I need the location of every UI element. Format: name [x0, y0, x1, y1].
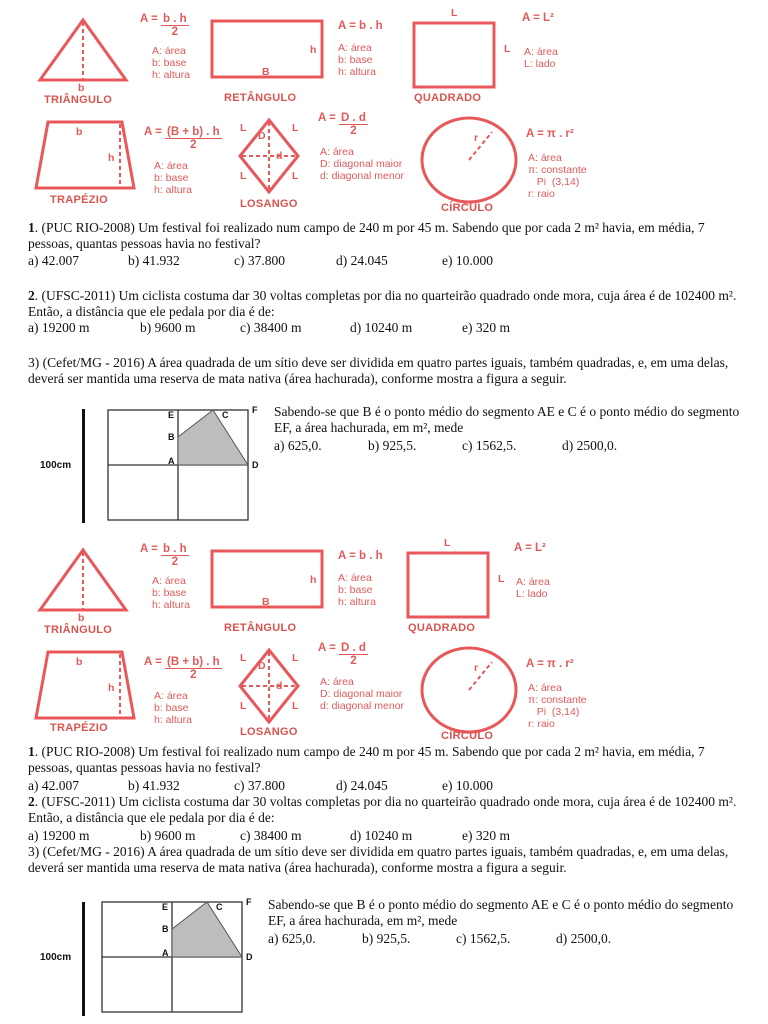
rhombus-D-label: D: [258, 660, 266, 672]
circle-figure: [420, 116, 518, 204]
dimension-label: 100cm: [40, 952, 72, 963]
rectangle-height-label: h: [310, 44, 317, 56]
rectangle-title: RETÂNGULO: [224, 622, 297, 634]
rhombus-title: LOSANGO: [240, 198, 298, 210]
question-3-statement: Sabendo-se que B é o ponto médio do segmento AE e C é o ponto médio do segmento EF, a área hachurada, em m², mede: [268, 897, 734, 928]
site-figure: [108, 410, 248, 520]
triangle-formula: A = $\frac{b . h}{2}$: [140, 13, 187, 38]
worksheet-copy-2: [0, 530, 768, 1024]
trapezoid-figure: [34, 650, 138, 722]
point-E: E: [168, 410, 175, 420]
trapezoid-figure: [34, 120, 138, 192]
square-top-label: L: [444, 537, 451, 549]
circle-title: CÍRCULO: [441, 202, 494, 214]
question-3-options: a) 625,0. b) 925,5. c) 1562,5. d) 2500,0.: [274, 438, 618, 453]
triangle-formula: A = $\frac{b . h}{2}$: [140, 543, 187, 568]
trapezoid-formula: A = $\frac{(B + b) . h}{2}$: [144, 656, 220, 681]
square-legend: A: área L: lado: [516, 576, 550, 600]
rhombus-d-label: d: [276, 680, 283, 692]
circle-title: CÍRCULO: [441, 730, 494, 742]
point-C: C: [222, 410, 229, 420]
circle-legend: A: área π: constante Pi (3,14) r: raio: [528, 152, 587, 200]
point-B: B: [162, 924, 169, 934]
point-E: E: [162, 902, 169, 912]
question-3: 3) (Cefet/MG - 2016) A área quadrada de um sítio deve ser dividida em quatro partes iguais, também quadradas, e, em uma delas, deverá ser mantida uma reserva de mata nativa (área hachurada), conforme mostra a figura a seguir.: [28, 844, 729, 875]
trapezoid-title: TRAPÉZIO: [50, 194, 109, 206]
square-title: QUADRADO: [408, 622, 476, 634]
rhombus-side-label-bl: L: [240, 700, 247, 712]
trapezoid-legend: A: área b: base h: altura: [154, 160, 192, 196]
square-top-label: L: [451, 7, 458, 19]
rhombus-D-label: D: [258, 130, 266, 142]
rectangle-title: RETÂNGULO: [224, 92, 297, 104]
square-right-label: L: [504, 43, 511, 55]
question-2-options: a) 19200 m b) 9600 m c) 38400 m d) 10240 m e) 320 m: [28, 828, 510, 843]
rhombus-side-label-br: L: [292, 170, 299, 182]
triangle-base-label: b: [78, 612, 85, 624]
triangle-title: TRIÂNGULO: [44, 94, 113, 106]
dimension-bar: [82, 902, 85, 1016]
point-A: A: [162, 948, 169, 958]
circle-radius-label: r: [474, 132, 479, 144]
point-F: F: [252, 405, 258, 415]
square-legend: A: área L: lado: [524, 46, 558, 70]
square-title: QUADRADO: [414, 92, 482, 104]
rectangle-formula: A = b . h: [338, 20, 383, 32]
square-figure: [412, 21, 496, 89]
rhombus-formula: A = $\frac{D . d}{2}$: [318, 642, 366, 667]
question-1-options: a) 42.007 b) 41.932 c) 37.800 d) 24.045 e) 10.000: [28, 253, 493, 268]
point-F: F: [246, 897, 252, 907]
triangle-base-label: b: [78, 82, 85, 94]
question-3-statement: Sabendo-se que B é o ponto médio do segmento AE e C é o ponto médio do segmento EF, a área hachurada, em m², mede: [274, 404, 740, 435]
rectangle-base-label: B: [262, 596, 270, 608]
rhombus-side-label-tl: L: [240, 122, 247, 134]
question-3: 3) (Cefet/MG - 2016) A área quadrada de um sítio deve ser dividida em quatro partes iguais, também quadradas, e, em uma delas, deverá ser mantida uma reserva de mata nativa (área hachurada), conforme mostra a figura a seguir.: [28, 355, 729, 386]
rhombus-legend: A: área D: diagonal maior d: diagonal menor: [320, 676, 405, 712]
square-figure: [406, 551, 490, 619]
rectangle-legend: A: área b: base h: altura: [338, 572, 376, 608]
rhombus-side-label-tr: L: [292, 652, 299, 664]
square-right-label: L: [498, 573, 505, 585]
triangle-legend: A: área b: base h: altura: [152, 45, 190, 81]
circle-radius-label: r: [474, 662, 479, 674]
rectangle-base-label: B: [262, 66, 270, 78]
question-2-options: a) 19200 m b) 9600 m c) 38400 m d) 10240 m e) 320 m: [28, 320, 510, 335]
rectangle-formula: A = b . h: [338, 550, 383, 562]
point-A: A: [168, 456, 175, 466]
triangle-figure: [38, 548, 128, 618]
rhombus-d-label: d: [276, 150, 283, 162]
point-B: B: [168, 432, 175, 442]
question-2: 2. (UFSC-2011) Um ciclista costuma dar 30 voltas completas por dia no quarteirão quadrado onde mora, cuja área é de 102400 m². Então, a distância que ele pedala por dia é de:: [28, 794, 737, 825]
rhombus-formula: A = $\frac{D . d}{2}$: [318, 112, 366, 137]
square-formula: A = L²: [514, 542, 546, 554]
rhombus-legend: A: área D: diagonal maior d: diagonal menor: [320, 146, 405, 182]
question-1-options: a) 42.007 b) 41.932 c) 37.800 d) 24.045 e) 10.000: [28, 778, 493, 793]
rectangle-legend: A: área b: base h: altura: [338, 42, 376, 78]
circle-formula: A = π . r²: [526, 128, 574, 140]
question-1: 1. (PUC RIO-2008) Um festival foi realizado num campo de 240 m por 45 m. Sabendo que por cada 2 m² havia, em média, 7 pessoas, quantas pessoas havia no festival?: [28, 744, 705, 775]
site-figure: [102, 902, 242, 1012]
rhombus-side-label-tr: L: [292, 122, 299, 134]
dimension-bar: [82, 409, 85, 523]
trapezoid-title: TRAPÉZIO: [50, 722, 109, 734]
rhombus-side-label-bl: L: [240, 170, 247, 182]
circle-legend: A: área π: constante Pi (3,14) r: raio: [528, 682, 587, 730]
dimension-label: 100cm: [40, 460, 72, 471]
rhombus-side-label-tl: L: [240, 652, 247, 664]
trapezoid-formula: A = $\frac{(B + b) . h}{2}$: [144, 126, 220, 151]
rhombus-title: LOSANGO: [240, 726, 298, 738]
point-C: C: [216, 902, 223, 912]
triangle-title: TRIÂNGULO: [44, 624, 113, 636]
rectangle-height-label: h: [310, 574, 317, 586]
triangle-legend: A: área b: base h: altura: [152, 575, 190, 611]
triangle-figure: [38, 18, 128, 88]
question-3-options: a) 625,0. b) 925,5. c) 1562,5. d) 2500,0.: [268, 931, 612, 946]
trapezoid-height-label: h: [108, 152, 115, 164]
trapezoid-height-label: h: [108, 682, 115, 694]
trapezoid-top-label: b: [76, 126, 83, 138]
question-2: 2. (UFSC-2011) Um ciclista costuma dar 30 voltas completas por dia no quarteirão quadrado onde mora, cuja área é de 102400 m². Então, a distância que ele pedala por dia é de:: [28, 288, 737, 319]
trapezoid-legend: A: área b: base h: altura: [154, 690, 192, 726]
circle-figure: [420, 646, 518, 734]
square-formula: A = L²: [522, 12, 554, 24]
trapezoid-top-label: b: [76, 656, 83, 668]
point-D: D: [252, 460, 259, 470]
circle-formula: A = π . r²: [526, 658, 574, 670]
question-1: 1. (PUC RIO-2008) Um festival foi realizado num campo de 240 m por 45 m. Sabendo que por cada 2 m² havia, em média, 7 pessoas, quantas pessoas havia no festival?: [28, 220, 705, 251]
rhombus-side-label-br: L: [292, 700, 299, 712]
point-D: D: [246, 952, 253, 962]
